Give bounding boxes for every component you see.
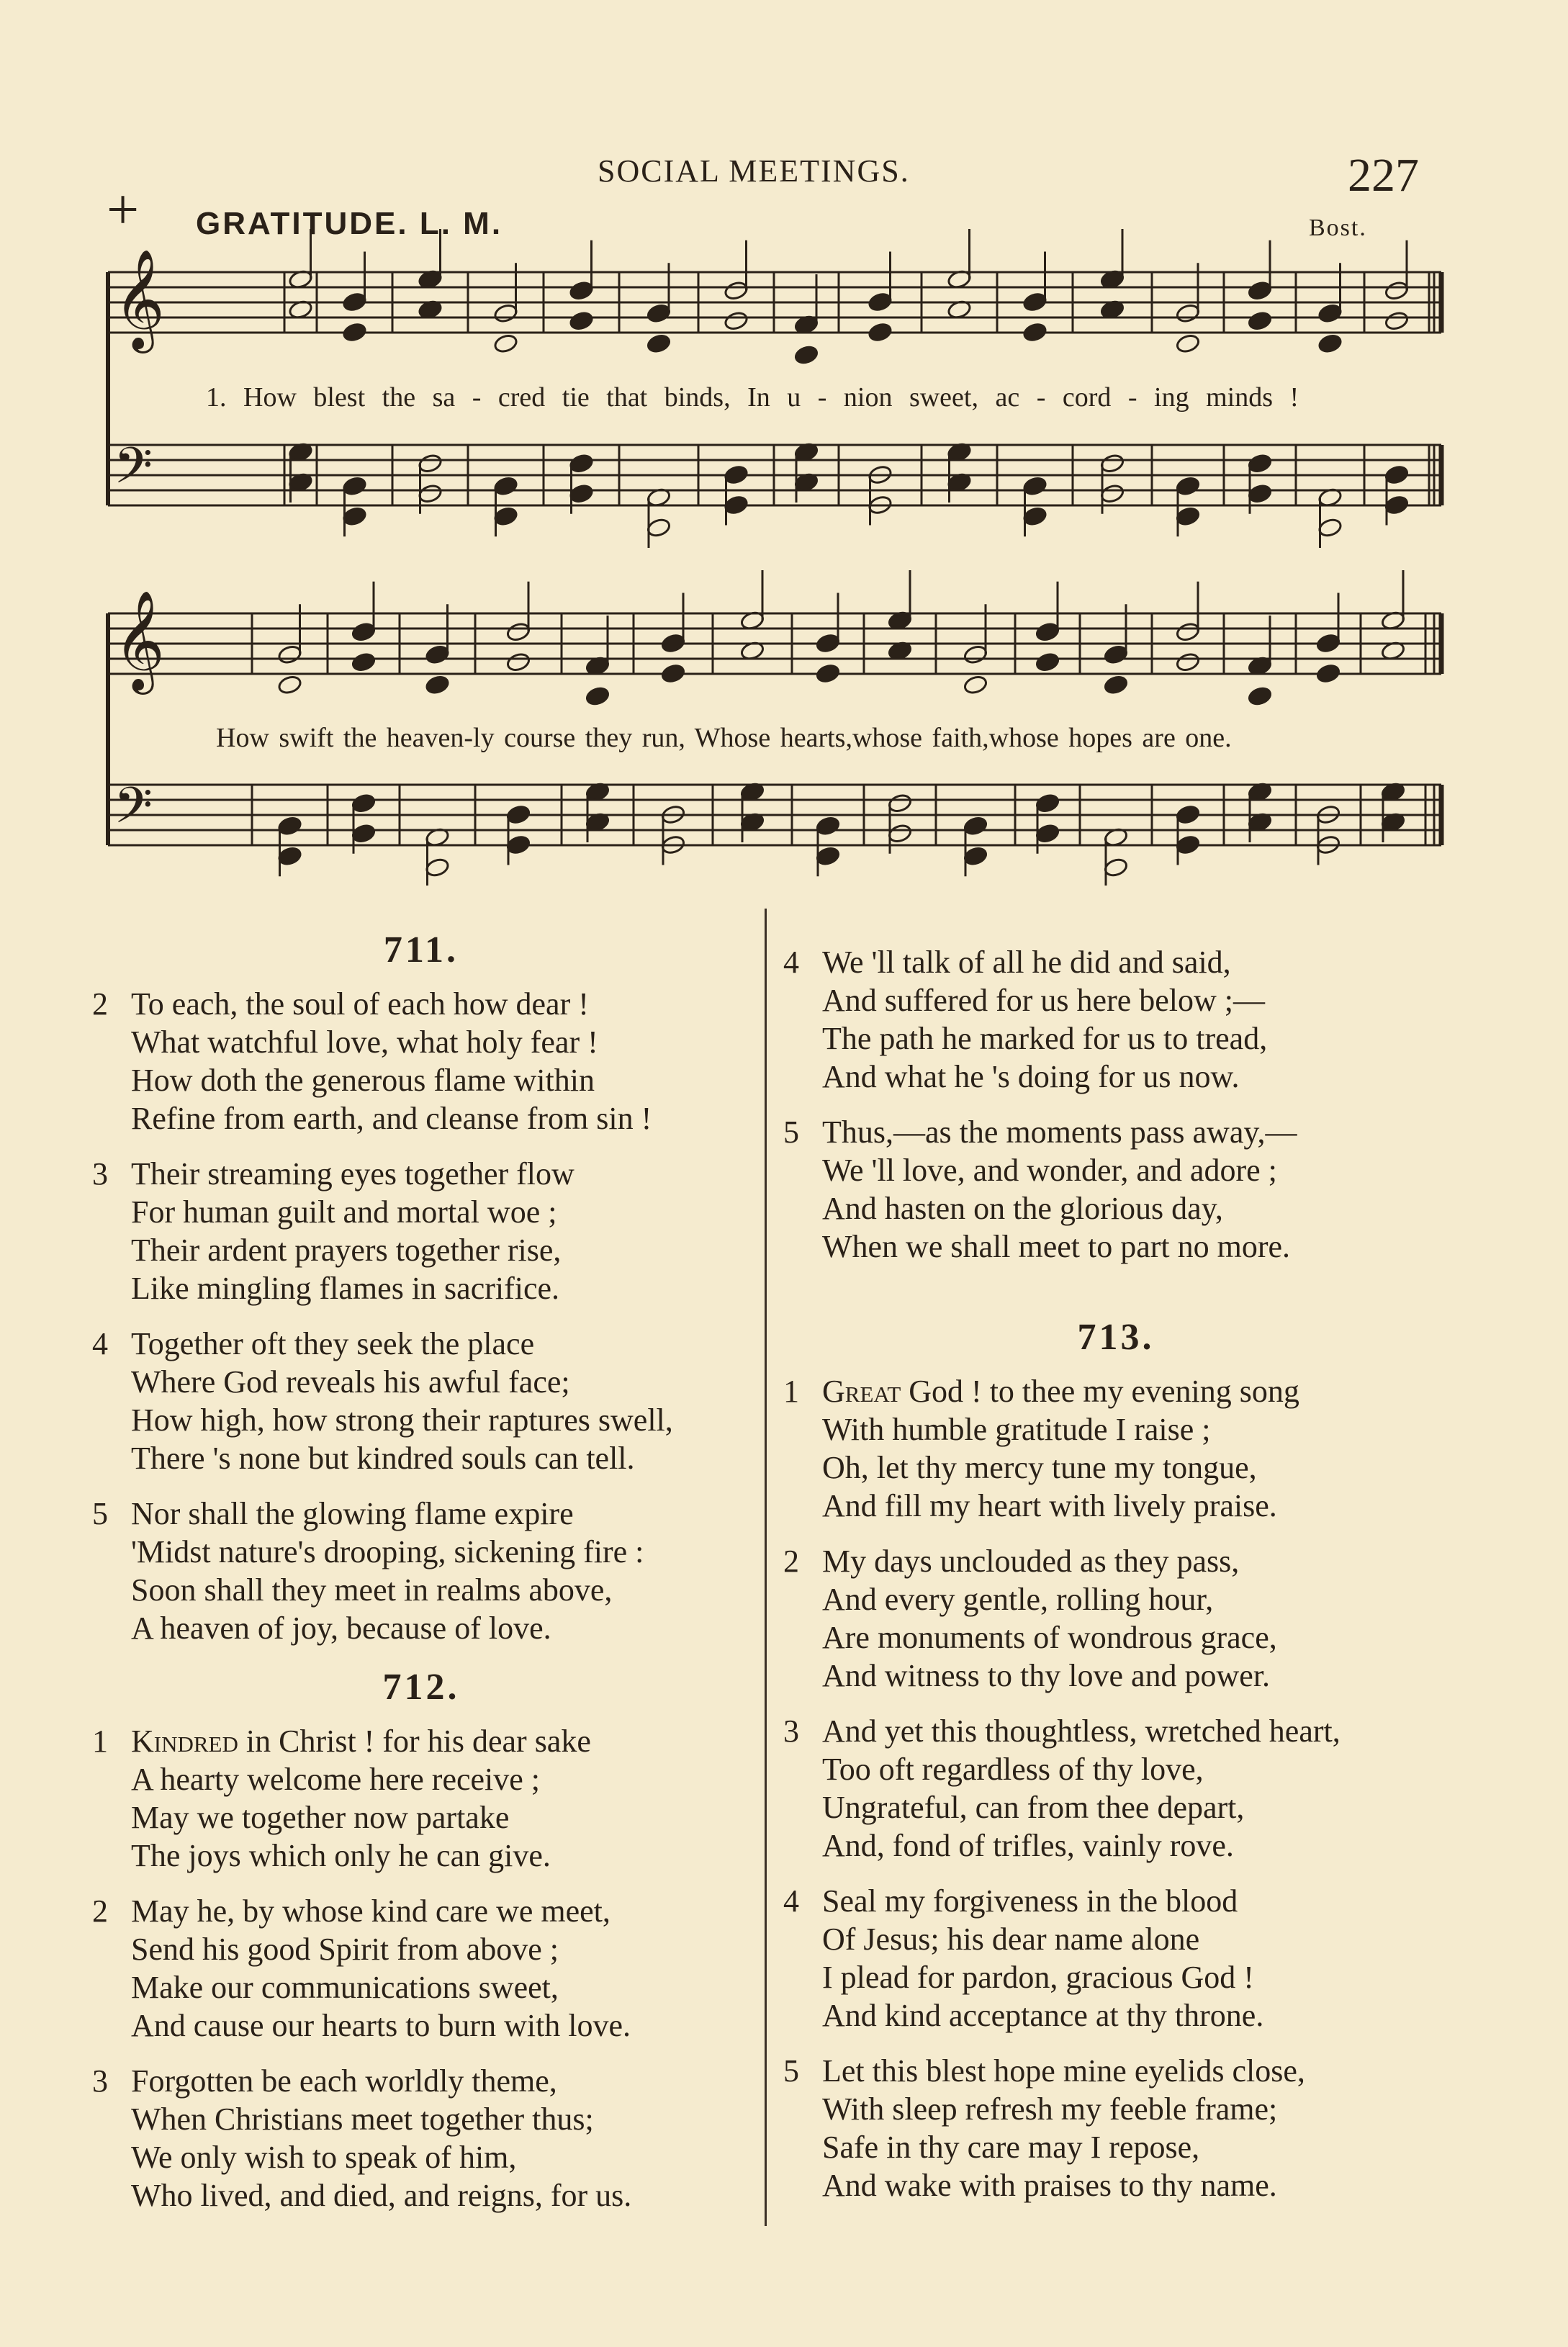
note-head: [493, 476, 518, 497]
verse-line-rest: God ! to thee my evening song: [901, 1374, 1299, 1409]
running-head: SOCIAL MEETINGS.: [598, 153, 910, 189]
note-head: [887, 823, 912, 844]
verse-line: What watchful love, what holy fear !: [131, 1024, 598, 1060]
note-head: [1317, 303, 1343, 324]
note-head: [724, 464, 749, 485]
hymn-number-713: 713.: [1077, 1317, 1155, 1358]
verse-line: Ungrateful, can from thee depart,: [822, 1790, 1245, 1825]
verse-line: May he, by whose kind care we meet,: [131, 1893, 610, 1929]
note-head: [1035, 823, 1060, 844]
note-head: [815, 663, 840, 684]
note-head: [493, 333, 518, 354]
note-head: [505, 804, 531, 825]
verse-line: A heaven of joy, because of love.: [131, 1611, 551, 1646]
note-head: [1103, 644, 1128, 665]
verse-line: And kind acceptance at thy throne.: [822, 1998, 1264, 2033]
note-head: [505, 652, 531, 672]
verse-line: And suffered for us here below ;—: [822, 983, 1266, 1018]
note-head: [660, 633, 685, 654]
verse-line: Safe in thy care may I repose,: [822, 2130, 1200, 2165]
verse-line: Their ardent prayers together rise,: [131, 1233, 562, 1268]
verse-line: Oh, let thy mercy tune my tongue,: [822, 1450, 1257, 1485]
verse-line: We 'll love, and wonder, and adore ;: [822, 1153, 1277, 1188]
stanza-number: 3: [92, 2063, 108, 2099]
bass-clef-icon: 𝄢: [114, 776, 153, 847]
note-head: [815, 816, 840, 837]
note-head: [1384, 310, 1409, 331]
note-head: [1247, 685, 1272, 706]
note-head: [342, 292, 367, 312]
note-head: [724, 310, 749, 331]
note-head: [425, 857, 450, 878]
note-head: [505, 834, 531, 855]
verse-line: A hearty welcome here receive ;: [131, 1762, 541, 1797]
note-head: [1315, 663, 1341, 684]
verse-line: 'Midst nature's drooping, sickening fire :: [131, 1534, 644, 1569]
stanza-number: 4: [92, 1326, 108, 1361]
stanza-number: 4: [783, 1883, 799, 1919]
note-head: [569, 280, 594, 301]
note-head: [351, 621, 376, 642]
note-head: [1175, 652, 1200, 672]
verse-line: Together oft they seek the place: [131, 1326, 535, 1361]
note-head: [1247, 453, 1272, 474]
verse-line: Soon shall they meet in realms above,: [131, 1572, 613, 1608]
stanza-number: 3: [92, 1156, 108, 1191]
hymn-number-712: 712.: [382, 1667, 460, 1708]
left-column: [86, 929, 756, 2232]
note-head: [493, 303, 518, 324]
note-head: [1175, 506, 1200, 527]
stanza-number: 2: [783, 1544, 799, 1579]
stanza-number: 1: [92, 1724, 108, 1759]
verse-line: With humble gratitude I raise ;: [822, 1412, 1211, 1447]
note-head: [660, 663, 685, 684]
stanza: [86, 1892, 756, 2045]
stanza: [86, 1495, 756, 1647]
verse-line: And, fond of trifles, vainly rove.: [822, 1828, 1234, 1863]
note-head: [1035, 621, 1060, 642]
stanza: [778, 1372, 1454, 1525]
verse-line: I plead for pardon, gracious God !: [822, 1960, 1254, 1995]
note-head: [1103, 675, 1128, 695]
verse-line: Seal my forgiveness in the blood: [822, 1883, 1238, 1919]
note-head: [1384, 464, 1409, 485]
hymn-number-711: 711.: [383, 929, 459, 970]
note-head: [505, 621, 531, 642]
verse-line: How doth the generous flame within: [131, 1063, 595, 1098]
verse-line: The joys which only he can give.: [131, 1838, 551, 1873]
stanza: [778, 1712, 1454, 1865]
note-head: [277, 816, 302, 837]
note-head: [724, 495, 749, 515]
stanza: [86, 985, 756, 1138]
hymn-712-part-2: [778, 943, 1454, 1266]
verse-line: Of Jesus; his dear name alone: [822, 1922, 1200, 1957]
note-head: [1035, 793, 1060, 814]
note-head: [1175, 333, 1200, 354]
stanza-number: 5: [92, 1496, 108, 1531]
bass-clef-icon: 𝄢: [114, 436, 153, 507]
verse-line: There 's none but kindred souls can tell.: [131, 1441, 635, 1476]
verse-line: Like mingling flames in sacrifice.: [131, 1271, 560, 1306]
verse-line: How high, how strong their raptures swell,: [131, 1402, 673, 1438]
note-head: [1103, 857, 1128, 878]
hymn-711: [86, 985, 756, 1647]
note-head: [418, 453, 443, 474]
verse-line: [131, 1722, 756, 1760]
note-head: [646, 517, 671, 538]
stanza: [778, 1882, 1454, 2035]
hymn-713: [778, 1372, 1454, 2204]
stanza: [86, 2062, 756, 2215]
verse-line: My days unclouded as they pass,: [822, 1544, 1240, 1579]
note-head: [1175, 834, 1200, 855]
verse-line: Are monuments of wondrous grace,: [822, 1620, 1277, 1655]
verse-line: And yet this thoughtless, wretched heart,: [822, 1713, 1341, 1749]
verse-line: And hasten on the glorious day,: [822, 1191, 1223, 1226]
verse-line: Nor shall the glowing flame expire: [131, 1496, 574, 1531]
note-head: [646, 303, 671, 324]
treble-clef-icon: 𝄞: [114, 590, 165, 690]
verse-line: And fill my heart with lively praise.: [822, 1488, 1277, 1523]
verse-line: And what he 's doing for us now.: [822, 1059, 1240, 1094]
note-head: [1022, 292, 1047, 312]
stanza: [778, 2052, 1454, 2204]
note-head: [1022, 322, 1047, 343]
verse-line: With sleep refresh my feeble frame;: [822, 2091, 1278, 2127]
note-head: [493, 506, 518, 527]
verse-line: Make our communications sweet,: [131, 1970, 559, 2005]
note-head: [1175, 303, 1200, 324]
note-head: [1384, 495, 1409, 515]
note-head: [963, 675, 988, 695]
note-head: [1175, 804, 1200, 825]
verse-line: To each, the soul of each how dear !: [131, 986, 589, 1022]
verse-line: Forgotten be each worldly theme,: [131, 2063, 557, 2099]
note-head: [1022, 476, 1047, 497]
note-head: [277, 675, 302, 695]
verse-line: Let this blest hope mine eyelids close,: [822, 2053, 1305, 2089]
verse-line: And cause our hearts to burn with love.: [131, 2008, 631, 2043]
verse-line: And every gentle, rolling hour,: [822, 1582, 1214, 1617]
stanza-number: 1: [783, 1374, 799, 1409]
verse-line: For human guilt and mortal woe ;: [131, 1194, 557, 1230]
bar-lines: [108, 272, 1441, 845]
notes: [277, 229, 1410, 886]
lyric-line-1: 1. How blest the sa - cred tie that binds, In u - nion sweet, ac - cord - ing minds !: [206, 382, 1299, 413]
tune-title: GRATITUDE. L. M.: [196, 206, 503, 241]
note-head: [963, 846, 988, 867]
verse-line: Thus,—as the moments pass away,—: [822, 1114, 1297, 1150]
verse-line: Who lived, and died, and reigns, for us.: [131, 2178, 632, 2213]
note-head: [1247, 483, 1272, 504]
verse-line: Send his good Spirit from above ;: [131, 1932, 559, 1967]
staff-lines: [108, 272, 1441, 845]
stanza-number: 5: [783, 2053, 799, 2089]
verse-line: When Christians meet together thus;: [131, 2102, 594, 2137]
note-head: [342, 322, 367, 343]
verse-line-rest: in Christ ! for his dear sake: [238, 1724, 591, 1759]
verse-line: May we together now partake: [131, 1800, 510, 1835]
verse-line: And witness to thy love and power.: [822, 1658, 1271, 1693]
note-head: [1022, 506, 1047, 527]
note-head: [277, 644, 302, 665]
note-head: [1384, 280, 1409, 301]
verse-line: Refine from earth, and cleanse from sin !: [131, 1101, 652, 1136]
verse-line: The path he marked for us to tread,: [822, 1021, 1268, 1056]
verse-line: We only wish to speak of him,: [131, 2140, 517, 2175]
stanza: [86, 1325, 756, 1477]
note-head: [963, 644, 988, 665]
first-word: Kindred: [131, 1724, 238, 1759]
verse-line: When we shall meet to part no more.: [822, 1229, 1291, 1264]
note-head: [724, 280, 749, 301]
note-head: [1175, 476, 1200, 497]
clefs: [114, 249, 165, 847]
note-head: [425, 675, 450, 695]
note-head: [1247, 280, 1272, 301]
verse-line: Where God reveals his awful face;: [131, 1364, 570, 1400]
note-head: [1317, 517, 1343, 538]
first-word: Great: [822, 1374, 901, 1409]
verse-line: And wake with praises to thy name.: [822, 2168, 1277, 2203]
stanza: [778, 1542, 1454, 1695]
note-head: [425, 644, 450, 665]
note-head: [351, 793, 376, 814]
stanza-number: 4: [783, 945, 799, 980]
treble-clef-icon: 𝄞: [114, 249, 165, 349]
page-number: 227: [1348, 149, 1419, 202]
note-head: [569, 453, 594, 474]
note-head: [1315, 633, 1341, 654]
note-head: [887, 793, 912, 814]
composer: Bost.: [1309, 215, 1367, 241]
lyric-line-2: How swift the heaven-ly course they run, Whose hearts,whose faith,whose hopes are one.: [216, 723, 1232, 753]
note-head: [963, 816, 988, 837]
note-head: [868, 292, 893, 312]
note-head: [342, 506, 367, 527]
note-head: [1317, 333, 1343, 354]
verse-line: Their streaming eyes together flow: [131, 1156, 575, 1191]
note-head: [1175, 621, 1200, 642]
note-head: [585, 685, 610, 706]
note-head: [277, 846, 302, 867]
verse-line: [822, 1372, 1454, 1410]
cross-mark: +: [107, 179, 140, 242]
note-head: [793, 344, 819, 365]
stanza-number: 2: [92, 986, 108, 1022]
note-head: [815, 846, 840, 867]
stanza: [86, 1155, 756, 1307]
hymn-712-part-1: [86, 1722, 756, 2215]
note-head: [1035, 652, 1060, 672]
right-column: [778, 943, 1454, 2222]
note-head: [351, 823, 376, 844]
stanza-number: 2: [92, 1893, 108, 1929]
stanza: [778, 1113, 1454, 1266]
note-head: [1099, 453, 1125, 474]
verse-line: We 'll talk of all he did and said,: [822, 945, 1231, 980]
note-head: [569, 310, 594, 331]
note-head: [418, 483, 443, 504]
note-head: [646, 333, 671, 354]
stanza: [778, 943, 1454, 1096]
stanza: [86, 1722, 756, 1875]
note-head: [1247, 310, 1272, 331]
note-head: [1099, 483, 1125, 504]
note-head: [868, 322, 893, 343]
stanza-number: 3: [783, 1713, 799, 1749]
column-divider: [765, 909, 767, 2226]
note-head: [569, 483, 594, 504]
note-head: [815, 633, 840, 654]
verse-line: Too oft regardless of thy love,: [822, 1752, 1204, 1787]
note-head: [342, 476, 367, 497]
stanza-number: 5: [783, 1114, 799, 1150]
note-head: [351, 652, 376, 672]
